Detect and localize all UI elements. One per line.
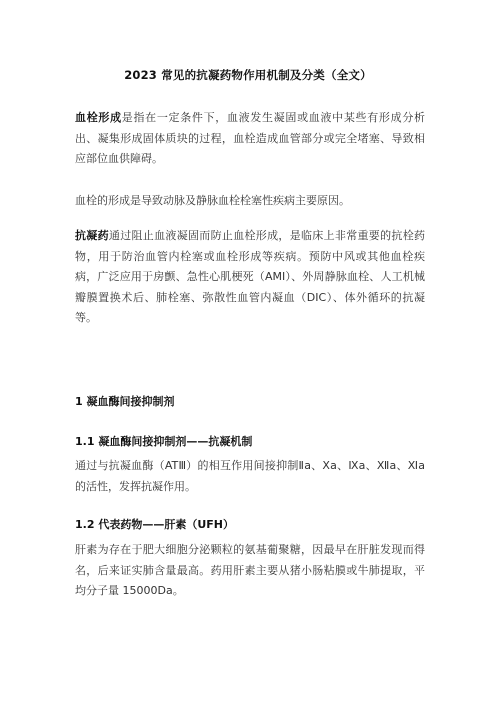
paragraph-thrombosis-cause: 血栓的形成是导致动脉及静脉血栓栓塞性疾病主要原因。 [75,194,350,207]
term-anticoagulant: 抗凝药 [75,229,109,242]
section-heading-1-1: 1.1 凝血酶间接抑制剂——抗凝机制 [75,435,253,448]
document-title: 2023 常见的抗凝药物作用机制及分类（全文） [124,68,372,82]
paragraph-heparin: 肝素为存在于肥大细胞分泌颗粒的氨基葡聚糖，因最早在肝脏发现而得名，后来证实肺含量最高。药用肝素主要从猪小肠粘膜或牛肺提取，平均分子量 15000Da。 [75,543,425,597]
section-heading-1: 1 凝血酶间接抑制剂 [75,395,175,408]
paragraph-mechanism: 通过与抗凝血酶（ATⅢ）的相互作用间接抑制Ⅱa、Ⅹa、Ⅸa、Ⅻa、Ⅺa 的活性，发挥抗凝作用。 [75,459,425,493]
paragraph-thrombosis-definition [75,108,425,170]
paragraph-anticoagulant-intro [75,226,425,329]
thrombosis-definition-text: 是指在一定条件下，血液发生凝固或血液中某些有形成分析出、凝集形成固体质块的过程，血栓造成血管部分或完全堵塞、导致相应部位血供障碍。 [75,111,426,165]
anticoagulant-intro-text: 通过阻止血液凝固而防止血栓形成，是临床上非常重要的抗栓药物，用于防治血管内栓塞或血栓形成等疾病。预防中风或其他血栓疾病，广泛应用于房颤、急性心肌梗死（AMI）、外周静脉血栓、人工机械瓣膜置换术后、肺栓塞、弥散性血管内凝血（DIC）、体外循环的抗凝等。 [75,229,426,324]
section-heading-1-2: 1.2 代表药物——肝素（UFH） [75,518,234,531]
term-thrombosis: 血栓形成 [75,111,122,124]
